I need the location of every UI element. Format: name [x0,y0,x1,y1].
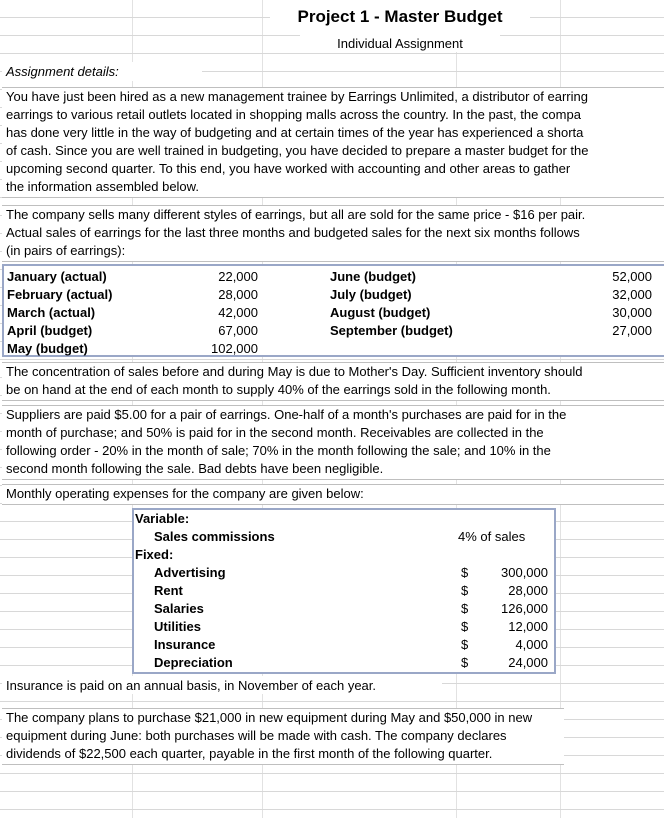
supplier-line: Suppliers are paid $5.00 for a pair of earrings. One-half of a month's purchases are paid for in the [6,407,567,422]
currency-symbol: $ [461,583,469,598]
expense-label: Utilities [154,619,201,634]
sales-month-value: 27,000 [612,323,652,338]
sales-month-value: 32,000 [612,287,652,302]
expense-label: Advertising [154,565,226,580]
supplier-line: second month following the sale. Bad debts have been negligible. [6,461,384,476]
expense-value: 28,000 [508,583,548,598]
fixed-label: Fixed: [135,547,174,562]
sales-month-value: 67,000 [218,323,258,338]
equipment-line: dividends of $22,500 each quarter, payable in the first month of the following quarter. [6,746,493,761]
sales-month-label: January (actual) [7,269,107,284]
sales-line: Actual sales of earrings for the last three months and budgeted sales for the next six months follows [6,225,580,240]
sales-month-value: 22,000 [218,269,258,284]
sales-month-label: June (budget) [330,269,416,284]
sales-month-label: May (budget) [7,341,88,356]
expense-label: Salaries [154,601,204,616]
inventory-line: The concentration of sales before and during May is due to Mother's Day. Sufficient inventory should [6,364,583,379]
currency-symbol: $ [461,601,469,616]
expense-label: Insurance [154,637,216,652]
page-title: Project 1 - Master Budget [297,7,503,26]
currency-symbol: $ [461,655,469,670]
currency-symbol: $ [461,637,469,652]
expense-value: 4% of sales [458,529,526,544]
sales-month-value: 52,000 [612,269,652,284]
opex-intro: Monthly operating expenses for the company are given below: [6,486,364,501]
inventory-paragraph [2,362,664,401]
expense-value: 300,000 [501,565,548,580]
variable-label: Variable: [135,511,190,526]
supplier-line: following order - 20% in the month of sale; 70% in the month following the sale; and 10% in the [6,443,551,458]
inventory-line: be on hand at the end of each month to supply 40% of the earrings sold in the following month. [6,382,551,397]
expense-value: 24,000 [508,655,548,670]
supplier-line: month of purchase; and 50% is paid for in the second month. Receivables are collected in the [6,425,544,440]
currency-symbol: $ [461,565,469,580]
intro-line: of cash. Since you are well trained in budgeting, you have decided to prepare a master budget for the [6,143,589,158]
expense-value: 12,000 [508,619,548,634]
opex-intro-row [2,484,664,505]
insurance-note: Insurance is paid on an annual basis, in November of each year. [6,678,377,693]
expense-value: 4,000 [515,637,548,652]
intro-line: the information assembled below. [6,179,199,194]
sales-month-label: April (budget) [7,323,93,338]
sales-month-value: 42,000 [218,305,258,320]
sales-month-value: 102,000 [211,341,258,356]
page-subtitle: Individual Assignment [337,36,463,51]
sales-line: The company sells many different styles of earrings, but all are sold for the same price - $16 per pair. [6,207,586,222]
sales-line: (in pairs of earrings): [6,243,126,258]
expense-label: Sales commissions [154,529,275,544]
expense-label: Rent [154,583,183,598]
expense-label: Depreciation [154,655,233,670]
details-label: Assignment details: [6,64,119,79]
intro-line: upcoming second quarter. To this end, you have worked with accounting and other areas to gather [6,161,571,176]
equipment-line: The company plans to purchase $21,000 in new equipment during May and $50,000 in new [6,710,533,725]
sales-paragraph [2,205,664,262]
sales-month-label: March (actual) [7,305,96,320]
currency-symbol: $ [461,619,469,634]
intro-line: You have just been hired as a new management trainee by Earrings Unlimited, a distributor of earring [6,89,588,104]
sales-month-value: 28,000 [218,287,258,302]
equipment-line: equipment during June: both purchases will be made with cash. The company declares [6,728,507,743]
intro-line: has done very little in the way of budgeting and at certain times of the year has experienced a shorta [6,125,584,140]
supplier-paragraph [2,405,664,480]
sales-month-label: February (actual) [7,287,113,302]
intro-paragraph [2,87,664,198]
sales-month-label: July (budget) [330,287,412,302]
expense-value: 126,000 [501,601,548,616]
sales-month-value: 30,000 [612,305,652,320]
sales-month-label: September (budget) [330,323,453,338]
intro-line: earrings to various retail outlets located in shopping malls across the country. In the past, the compa [6,107,581,122]
sales-month-label: August (budget) [330,305,431,320]
equipment-paragraph [2,708,564,765]
